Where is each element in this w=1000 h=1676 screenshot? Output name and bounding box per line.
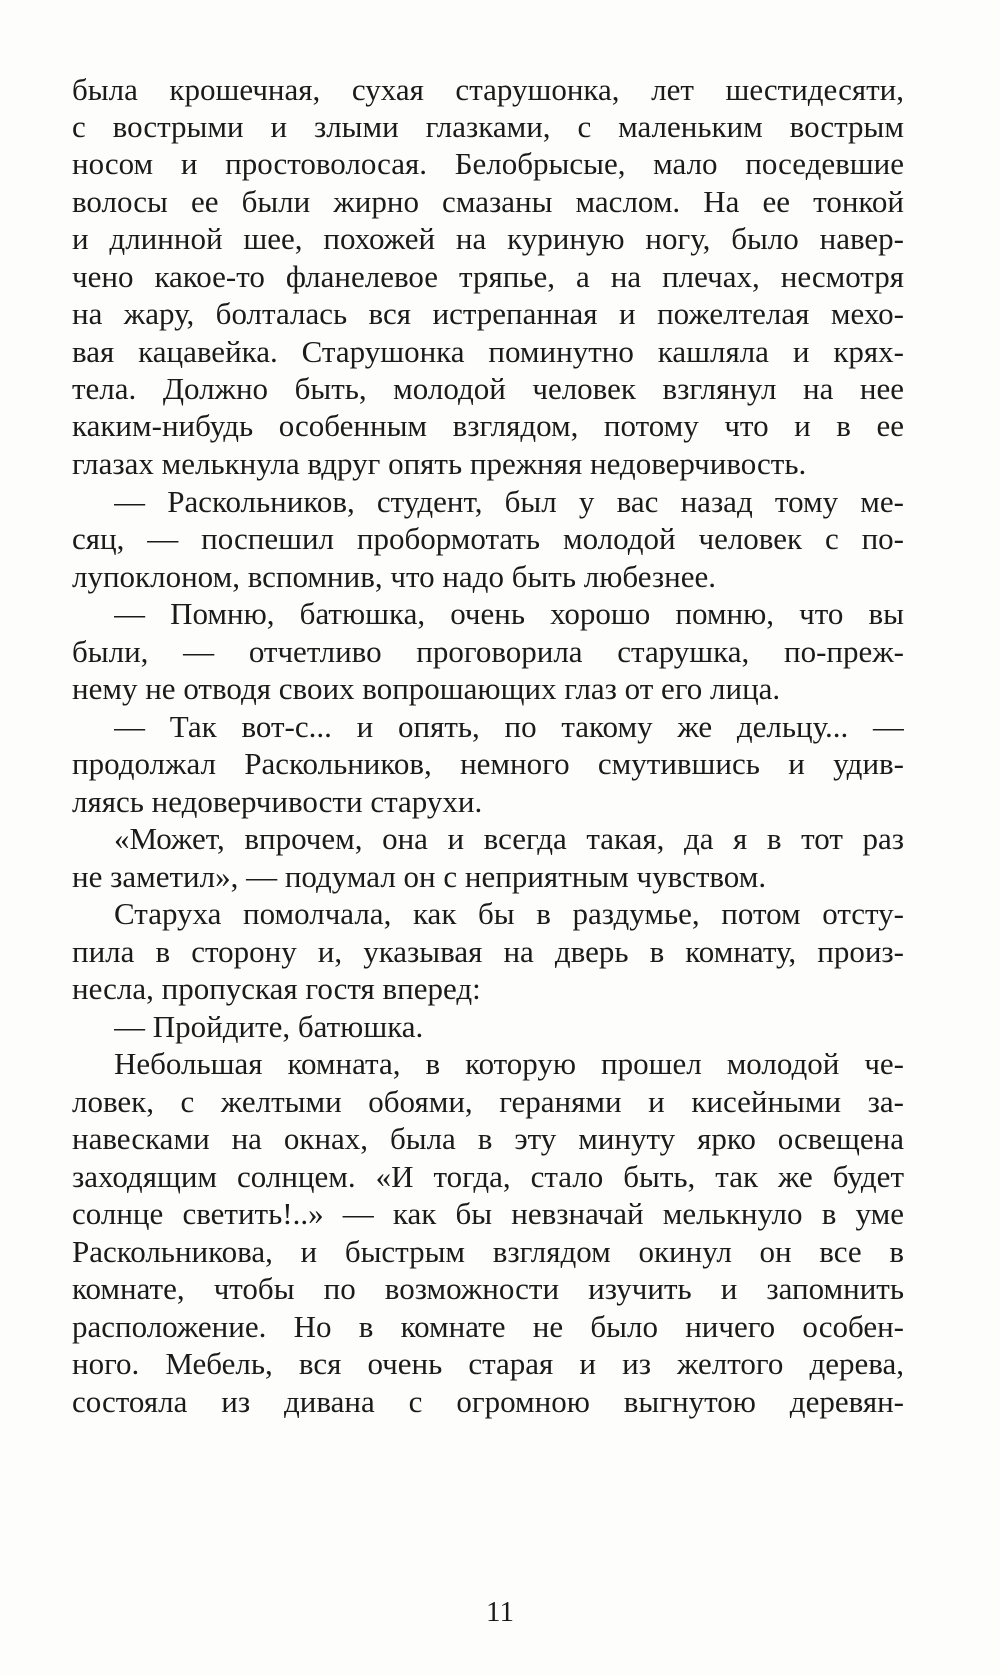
text-line: волосы ее были жирно смазаны маслом. На ее тонкой <box>72 184 904 219</box>
text-line: Небольшая комната, в которую прошел молодой че- <box>114 1046 904 1081</box>
text-line: — Так вот-с... и опять, по такому же дельцу... — <box>114 709 904 744</box>
text-line: заходящим солнцем. «И тогда, стало быть, так же будет <box>72 1159 904 1194</box>
text-line: с вострыми и злыми глазками, с маленьким вострым <box>72 109 904 144</box>
text-line: чено какое-то фланелевое тряпье, а на плечах, несмотря <box>72 259 904 294</box>
text-line: вая кацавейка. Старушонка поминутно кашляла и крях- <box>72 334 904 369</box>
page-number: 11 <box>486 1596 514 1628</box>
text-line: — Пройдите, батюшка. <box>114 1009 424 1044</box>
text-line: тела. Должно быть, молодой человек взглянул на нее <box>72 371 904 406</box>
text-line: была крошечная, сухая старушонка, лет шестидесяти, <box>72 72 904 107</box>
text-line: расположение. Но в комнате не было ничего особен- <box>72 1309 904 1344</box>
text-line: каким-нибудь особенным взглядом, потому что и в ее <box>72 408 904 443</box>
text-line: «Может, впрочем, она и всегда такая, да я в тот раз <box>114 821 904 856</box>
text-line: — Помню, батюшка, очень хорошо помню, что вы <box>114 596 904 631</box>
text-line: пила в сторону и, указывая на дверь в комнату, произ- <box>72 934 904 969</box>
text-line: лупоклоном, вспомнив, что надо быть любезнее. <box>72 559 716 594</box>
text-line: на жару, болталась вся истрепанная и пожелтелая мехо- <box>72 296 904 331</box>
text-line: носом и простоволосая. Белобрысые, мало поседевшие <box>72 146 904 181</box>
text-line: Раскольникова, и быстрым взглядом окинул он все в <box>72 1234 904 1269</box>
text-line: ного. Мебель, вся очень старая и из желтого дерева, <box>72 1346 904 1381</box>
text-line: сяц, — поспешил пробормотать молодой человек с по- <box>72 521 904 556</box>
text-line: Старуха помолчала, как бы в раздумье, потом отсту- <box>114 896 904 931</box>
text-line: несла, пропуская гостя вперед: <box>72 971 481 1006</box>
text-line: продолжал Раскольников, немного смутившись и удив- <box>72 746 904 781</box>
text-line: комнате, чтобы по возможности изучить и запомнить <box>72 1271 904 1306</box>
text-line: были, — отчетливо проговорила старушка, по-преж- <box>72 634 904 669</box>
text-line: солнце светить!..» — как бы невзначай мелькнуло в уме <box>72 1196 904 1231</box>
text-line: состояла из дивана с огромною выгнутою деревян- <box>72 1384 904 1419</box>
text-line: и длинной шее, похожей на куриную ногу, было навер- <box>72 221 904 256</box>
text-line: глазах мелькнула вдруг опять прежняя недоверчивость. <box>72 446 807 481</box>
text-line: — Раскольников, студент, был у вас назад тому ме- <box>114 484 904 519</box>
text-line: ляясь недоверчивости старухи. <box>72 784 483 819</box>
text-line: нему не отводя своих вопрошающих глаз от его лица. <box>72 671 781 706</box>
text-line: навесками на окнах, была в эту минуту ярко освещена <box>72 1121 904 1156</box>
text-line: не заметил», — подумал он с неприятным чувством. <box>72 859 767 894</box>
text-line: ловек, с желтыми обоями, геранями и кисейными за- <box>72 1084 904 1119</box>
